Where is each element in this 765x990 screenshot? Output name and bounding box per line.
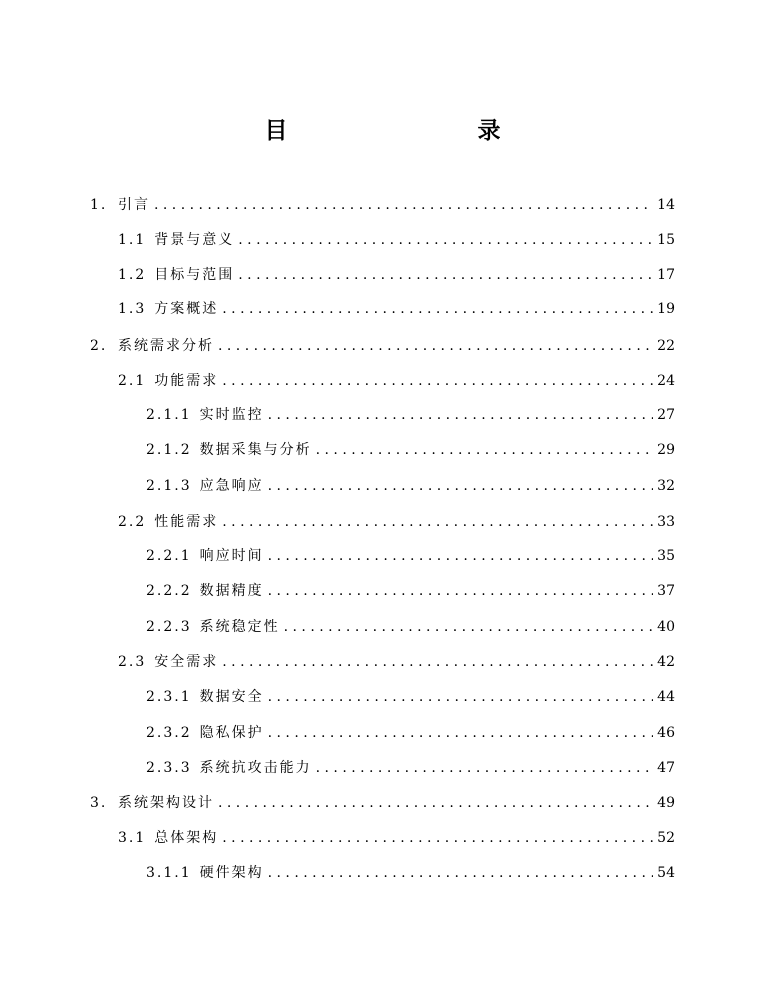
toc-entry-number: 2.1	[118, 373, 147, 389]
toc-leader-dots	[284, 619, 654, 635]
toc-entry-number: 2.1.2	[146, 442, 192, 458]
toc-entry-number: 2.3.1	[146, 689, 192, 705]
toc-entry-number: 1.3	[118, 301, 147, 317]
toc-entry-number: 3.1	[118, 830, 147, 846]
toc-entry-page: 37	[657, 583, 675, 599]
toc-entry[interactable]	[146, 439, 675, 461]
toc-entry-number: 3.	[90, 795, 108, 811]
toc-entry-label: 系统需求分析	[118, 338, 214, 354]
toc-entry-page: 27	[657, 407, 675, 423]
toc-entry-page: 52	[657, 830, 675, 846]
toc-entry[interactable]	[118, 229, 675, 251]
toc-entry-page: 54	[657, 865, 675, 881]
toc-entry[interactable]	[90, 335, 675, 357]
toc-entry-page: 24	[657, 373, 675, 389]
toc-leader-dots	[268, 478, 654, 494]
toc-entry-number: 2.	[90, 338, 108, 354]
toc-entry-label: 隐私保护	[199, 725, 264, 741]
toc-entry-label: 性能需求	[154, 514, 219, 530]
toc-entry-number: 2.2.1	[146, 548, 192, 564]
toc-entry[interactable]	[90, 792, 675, 814]
toc-entry-page: 32	[657, 478, 675, 494]
toc-entry-page: 47	[657, 760, 675, 776]
toc-entry-number: 2.3.3	[146, 760, 192, 776]
toc-entry-label: 硬件架构	[199, 865, 264, 881]
toc-entry-page: 40	[657, 619, 675, 635]
toc-entry[interactable]	[118, 264, 675, 286]
toc-entry-label: 总体架构	[154, 830, 219, 846]
toc-entry-label: 引言	[118, 197, 150, 213]
toc-leader-dots	[222, 654, 653, 670]
toc-leader-dots	[268, 548, 654, 564]
toc-entry-number: 2.1.1	[146, 407, 192, 423]
toc-leader-dots	[268, 583, 654, 599]
toc-entry-page: 19	[657, 301, 675, 317]
toc-leader-dots	[316, 760, 654, 776]
toc-leader-dots	[268, 689, 654, 705]
toc-leader-dots	[268, 725, 654, 741]
toc-leader-dots	[238, 267, 653, 283]
toc-entry-label: 响应时间	[199, 548, 264, 564]
toc-entry[interactable]	[118, 298, 675, 320]
toc-entry[interactable]	[118, 370, 675, 392]
toc-entry-label: 背景与意义	[154, 232, 235, 248]
toc-entry-number: 2.2.3	[146, 619, 192, 635]
toc-entry-number: 2.2	[118, 514, 147, 530]
toc-entry-page: 14	[657, 197, 675, 213]
toc-entry-number: 2.2.2	[146, 583, 192, 599]
toc-entry-page: 15	[657, 232, 675, 248]
toc-entry-page: 33	[657, 514, 675, 530]
toc-entry-label: 实时监控	[199, 407, 264, 423]
toc-entry-number: 3.1.1	[146, 865, 192, 881]
toc-entry-number: 1.	[90, 197, 108, 213]
toc-leader-dots	[268, 407, 654, 423]
toc-entry-page: 22	[657, 338, 675, 354]
toc-entry-label: 系统架构设计	[118, 795, 214, 811]
toc-leader-dots	[238, 232, 653, 248]
toc-entry-label: 方案概述	[154, 301, 219, 317]
toc-entry[interactable]	[146, 545, 675, 567]
toc-entry[interactable]	[146, 722, 675, 744]
toc-entry-label: 系统抗攻击能力	[199, 760, 312, 776]
toc-entry-page: 35	[657, 548, 675, 564]
toc-entry-page: 42	[657, 654, 675, 670]
toc-entry[interactable]	[146, 475, 675, 497]
toc-leader-dots	[154, 197, 653, 213]
toc-entry[interactable]	[146, 757, 675, 779]
toc-entry[interactable]	[118, 827, 675, 849]
toc-entry[interactable]	[146, 686, 675, 708]
toc-leader-dots	[218, 338, 653, 354]
toc-entry-label: 数据采集与分析	[199, 442, 312, 458]
toc-entry-label: 数据精度	[199, 583, 264, 599]
toc-entry-number: 2.1.3	[146, 478, 192, 494]
toc-entry-label: 应急响应	[199, 478, 264, 494]
toc-entry-label: 功能需求	[154, 373, 219, 389]
toc-entry-number: 1.1	[118, 232, 147, 248]
toc-entry[interactable]	[118, 651, 675, 673]
toc-entry-label: 安全需求	[154, 654, 219, 670]
toc-leader-dots	[268, 865, 654, 881]
toc-entry[interactable]	[146, 580, 675, 602]
toc-entry-page: 49	[657, 795, 675, 811]
toc-leader-dots	[218, 795, 653, 811]
toc-leader-dots	[222, 514, 653, 530]
toc-entry-page: 29	[657, 442, 675, 458]
toc-entry[interactable]	[146, 616, 675, 638]
toc-entry[interactable]	[146, 862, 675, 884]
toc-title: 目 录	[264, 118, 549, 144]
toc-entry[interactable]	[118, 511, 675, 533]
toc-entry[interactable]	[90, 194, 675, 216]
toc-leader-dots	[222, 830, 653, 846]
toc-entry-page: 17	[657, 267, 675, 283]
toc-entry-label: 目标与范围	[154, 267, 235, 283]
toc-entry-label: 系统稳定性	[199, 619, 280, 635]
toc-leader-dots	[222, 301, 653, 317]
toc-entry[interactable]	[146, 404, 675, 426]
toc-entry-number: 2.3	[118, 654, 147, 670]
toc-entry-label: 数据安全	[199, 689, 264, 705]
toc-entry-page: 44	[657, 689, 675, 705]
toc-entry-number: 2.3.2	[146, 725, 192, 741]
toc-entry-number: 1.2	[118, 267, 147, 283]
toc-entry-page: 46	[657, 725, 675, 741]
toc-leader-dots	[222, 373, 653, 389]
toc-leader-dots	[316, 442, 654, 458]
